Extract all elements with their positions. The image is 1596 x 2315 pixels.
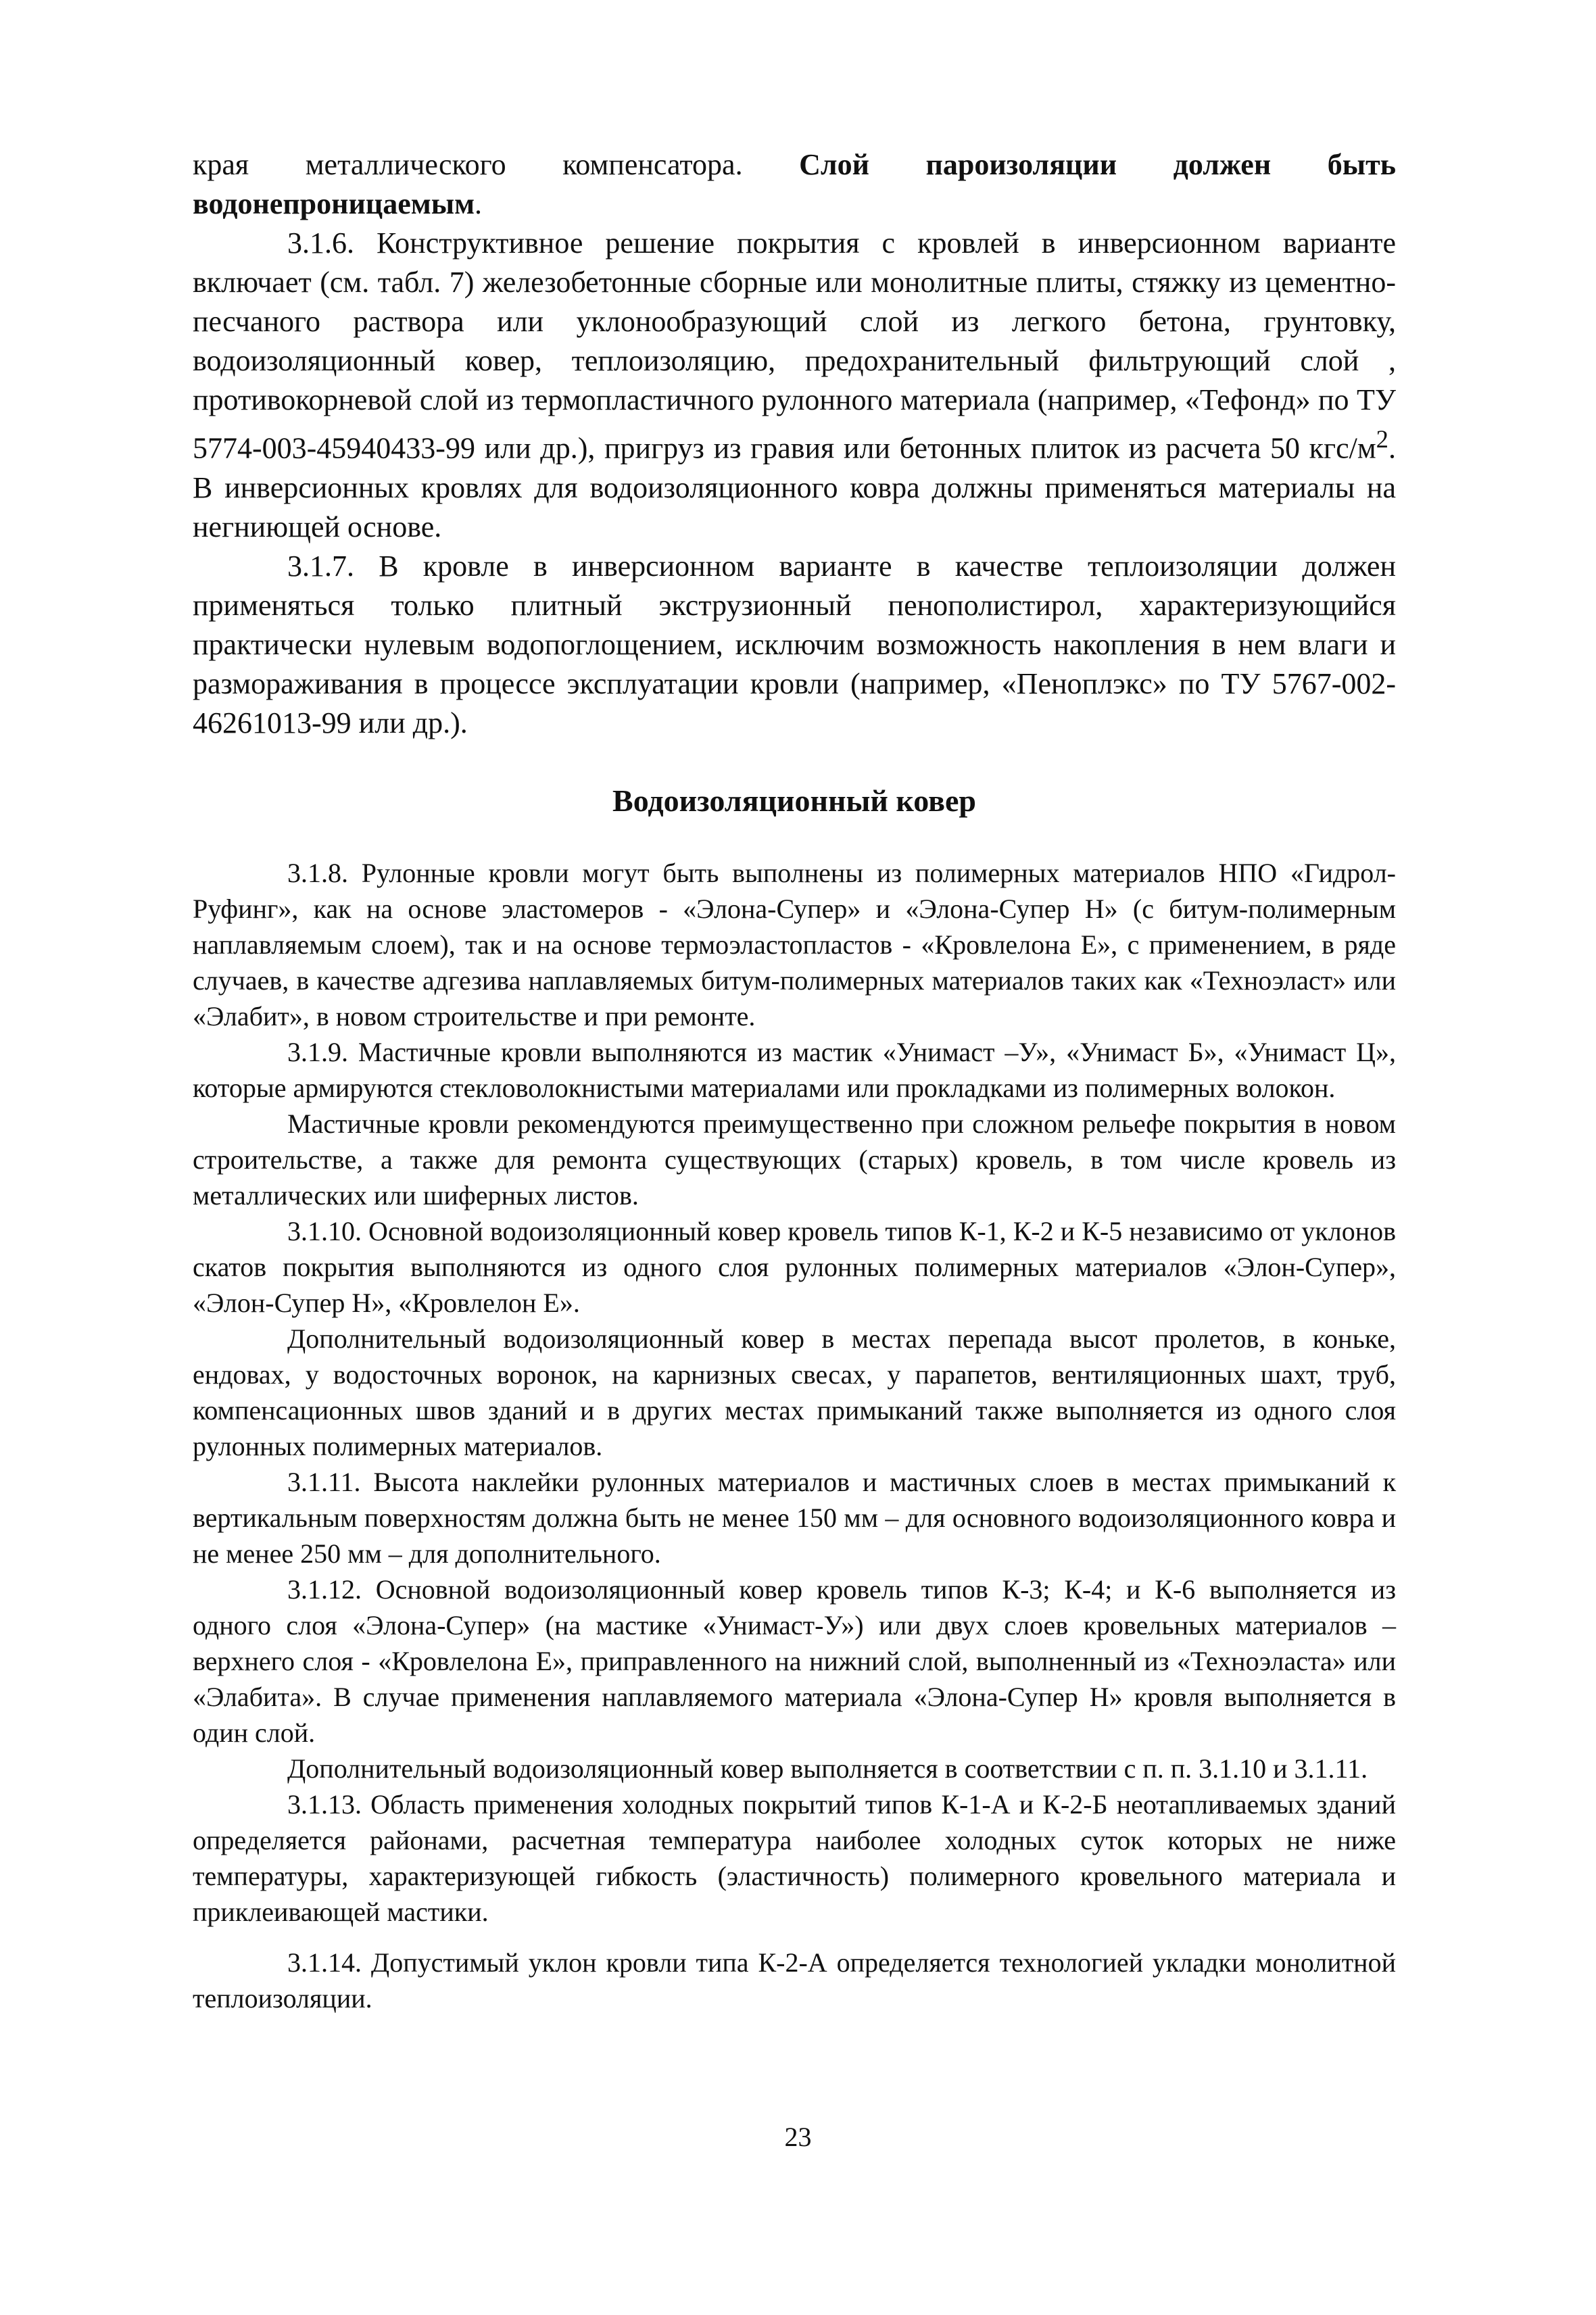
page-content	[193, 145, 1396, 2016]
paragraph-text: . В инверсионных кровлях для водоизоляционного ковра должны применяться материалы на негниющей основе.	[193, 431, 1396, 543]
paragraph-text: .	[475, 187, 483, 220]
section-heading: Водоизоляционный ковер	[612, 783, 976, 818]
paragraph-3-1-10: 3.1.10. Основной водоизоляционный ковер кровель типов К-1, К-2 и К-5 независимо от уклонов скатов покрытия выполняются из одного слоя рулонных полимерных материалов «Элон-Супер», «Элон-Супер Н», «Кровлелон Е».	[193, 1215, 1396, 1318]
paragraph-additional-carpet: Дополнительный водоизоляционный ковер в местах перепада высот пролетов, в коньке, ендовах, у водосточных воронок, на карнизных свесах, у парапетов, вентиляционных шахт, труб, компенсационных швов зданий и в других местах примыканий также выполняется из одного слоя рулонных полимерных материалов.	[193, 1323, 1396, 1461]
superscript: 2	[1376, 425, 1388, 453]
paragraph-3-1-14: 3.1.14. Допустимый уклон кровли типа К-2-А определяется технологией укладки монолитной теплоизоляции.	[193, 1947, 1396, 2014]
paragraph-3-1-6	[193, 224, 1396, 547]
paragraph-text: 3.1.6. Конструктивное решение покрытия с кровлей в инверсионном варианте включает (см. табл. 7) железобетонные сборные или монолитные плиты, стяжку из цементно-песчаного раствора или уклонообразующий слой из легкого бетона, грунтовку, водоизоляционный ковер, теплоизоляцию, предохранительный фильтрующий слой , противокорневой слой из термопластичного рулонного материала (например, «Тефонд» по ТУ 5774-003-45940433-99 или др.), пригруз из гравия или бетонных плиток из расчета 50 кгс/м	[193, 226, 1396, 465]
paragraph-3-1-11: 3.1.11. Высота наклейки рулонных материалов и мастичных слоев в местах примыканий к вертикальным поверхностям должна быть не менее 150 мм – для основного водоизоляционного ковра и не менее 250 мм – для дополнительного.	[193, 1466, 1396, 1569]
paragraph-3-1-9: 3.1.9. Мастичные кровли выполняются из мастик «Унимаст –У», «Унимаст Б», «Унимаст Ц», которые армируются стекловолокнистыми материалами или прокладками из полимерных волокон.	[193, 1036, 1396, 1103]
paragraph-text: края металлического компенсатора.	[193, 148, 800, 181]
paragraph-3-1-12: 3.1.12. Основной водоизоляционный ковер кровель типов К-3; К-4; и К-6 выполняется из одного слоя «Элона-Супер» (на мастике «Унимаст-У») или двух слоев кровельных материалов – верхнего слоя - «Кровлелона Е», приправленного на нижний слой, выполненный из «Техноэласта» или «Элабита». В случае применения наплавляемого материала «Элона-Супер Н» кровля выполняется в один слой.	[193, 1574, 1396, 1748]
paragraph-3-1-8: 3.1.8. Рулонные кровли могут быть выполнены из полимерных материалов НПО «Гидрол-Руфинг», как на основе эластомеров - «Элона-Супер» и «Элона-Супер Н» (с битум-полимерным наплавляемым слоем), так и на основе термоэластопластов - «Кровлелона Е», с применением, в ряде случаев, в качестве адгезива наплавляемых битум-полимерных материалов таких как «Техноэласт» или «Элабит», в новом строительстве и при ремонте.	[193, 857, 1396, 1031]
page-number: 23	[784, 2122, 812, 2152]
paragraph-vapor-barrier	[193, 145, 1396, 224]
paragraph-3-1-7: 3.1.7. В кровле в инверсионном варианте в качестве теплоизоляции должен применяться только плитный экструзионный пенополистирол, характеризующийся практически нулевым водопоглощением, исключим возможность накопления в нем влаги и размораживания в процессе эксплуатации кровли (например, «Пеноплэкс» по ТУ 5767-002-46261013-99 или др.).	[193, 549, 1396, 739]
paragraph-bold-text: Слой пароизоляции должен быть водонепроницаемым	[193, 148, 1396, 220]
paragraph-3-1-13: 3.1.13. Область применения холодных покрытий типов К-1-А и К-2-Б неотапливаемых зданий определяется районами, расчетная температура наиболее холодных суток которых не ниже температуры, характеризующей гибкость (эластичность) полимерного кровельного материала и приклеивающей мастики.	[193, 1788, 1396, 1927]
paragraph-mastic-roofs: Мастичные кровли рекомендуются преимущественно при сложном рельефе покрытия в новом строительстве, а также для ремонта существующих (старых) кровель, в том числе кровель из металлических или шиферных листов.	[193, 1108, 1396, 1211]
paragraph-additional-carpet-ref: Дополнительный водоизоляционный ковер выполняется в соответствии с п. п. 3.1.10 и 3.1.11.	[287, 1753, 1368, 1784]
